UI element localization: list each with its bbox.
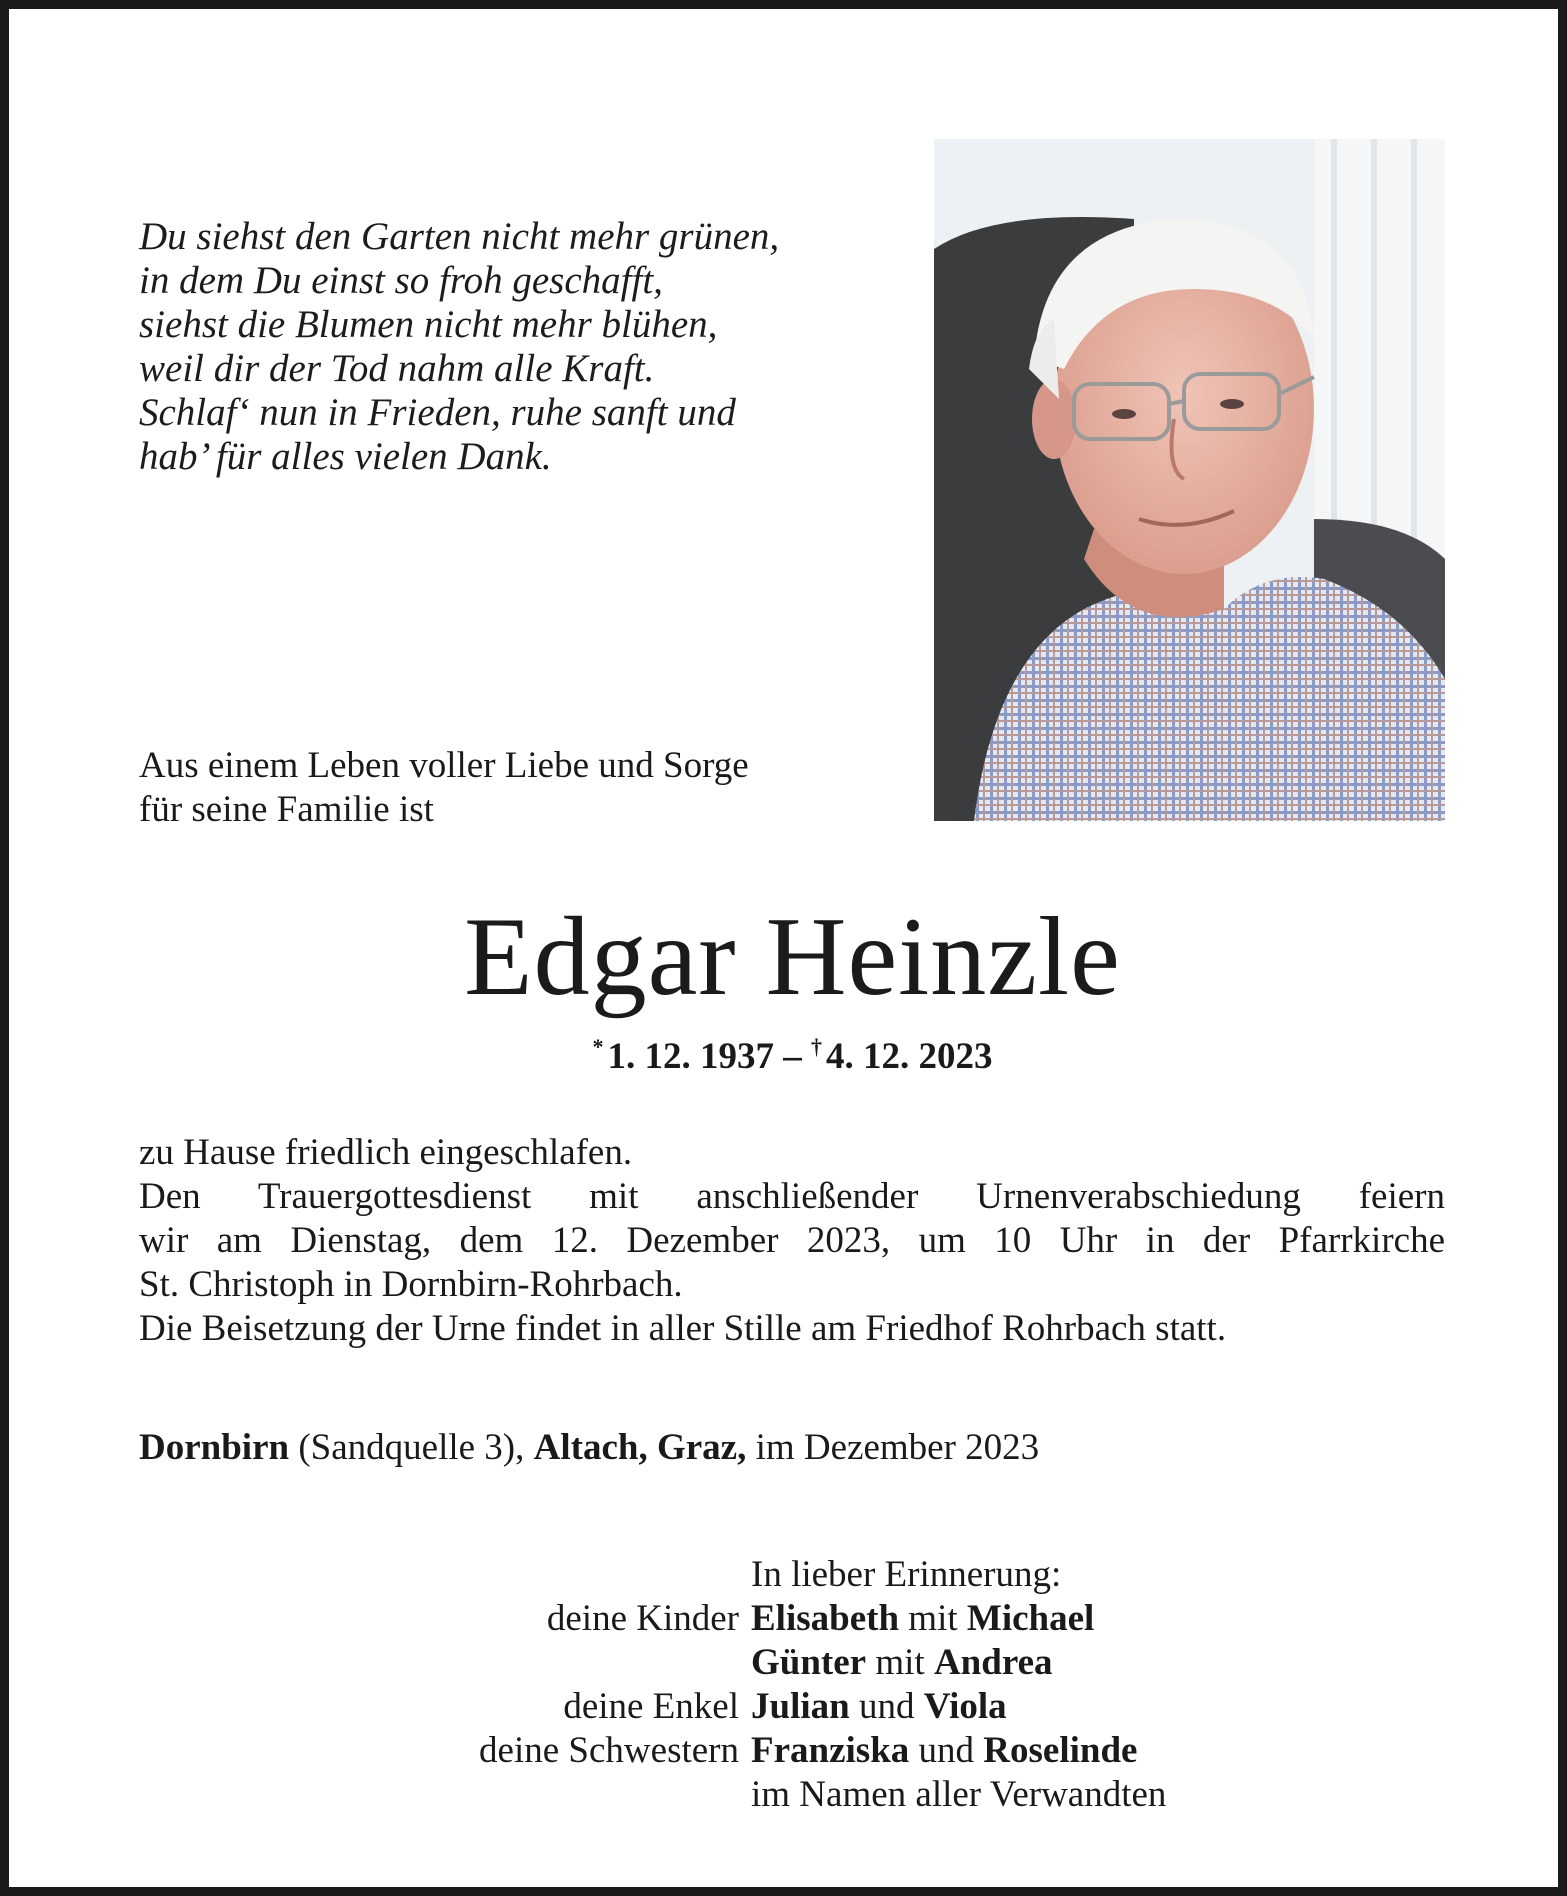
- announcement-line: Die Beisetzung der Urne findet in aller Stille am Friedhof Rohrbach statt.: [139, 1308, 1227, 1349]
- family-row: [309, 1597, 1309, 1641]
- family-member: Viola: [923, 1686, 1007, 1727]
- poem-line: weil dir der Tod nahm alle Kraft.: [139, 347, 655, 390]
- portrait-illustration: [934, 139, 1445, 821]
- poem-line: in dem Du einst so froh geschafft,: [139, 259, 663, 302]
- family-row: [309, 1773, 1309, 1817]
- intro-line: Aus einem Leben voller Liebe und Sorge: [139, 745, 749, 786]
- announcement-line: zu Hause friedlich eingeschlafen.: [139, 1132, 633, 1173]
- mourners-heading-row: [309, 1553, 1309, 1597]
- family-member: Franziska: [751, 1730, 910, 1771]
- place-and-date: [139, 1426, 1039, 1470]
- family-row: [309, 1729, 1309, 1773]
- announcement-line: Den Trauergottesdienst mit anschließender Urnenverabschiedung feiern: [139, 1176, 1445, 1217]
- connector: mit: [866, 1642, 934, 1683]
- deceased-name: Edgar Heinzle: [464, 895, 1121, 1019]
- family-row: [309, 1685, 1309, 1729]
- family-member: Andrea: [933, 1642, 1053, 1683]
- family-member: Günter: [751, 1642, 867, 1683]
- death-date: 4. 12. 2023: [826, 1036, 993, 1077]
- poem-line: Schlaf‘ nun in Frieden, ruhe sanft und: [139, 391, 736, 434]
- poem-line: hab’ für alles vielen Dank.: [139, 435, 552, 478]
- family-row: [309, 1641, 1309, 1685]
- memorial-poem: [139, 215, 859, 479]
- poem-line: Du siehst den Garten nicht mehr grünen,: [139, 215, 780, 258]
- intro-text: [139, 744, 749, 832]
- family-member: Roselinde: [983, 1730, 1138, 1771]
- announcement-line: wir am Dienstag, dem 12. Dezember 2023, um 10 Uhr in der Pfarrkirche: [139, 1220, 1445, 1261]
- funeral-announcement: [139, 1131, 1445, 1351]
- connector: und: [909, 1730, 984, 1771]
- date-separator: –: [774, 1036, 811, 1077]
- relation-label: deine Schwestern: [479, 1730, 739, 1771]
- announcement-line: St. Christoph in Dornbirn-Rohrbach.: [139, 1264, 683, 1305]
- family-member: Michael: [966, 1598, 1095, 1639]
- life-dates: [9, 1025, 1567, 1079]
- relation-label: deine Enkel: [563, 1686, 739, 1727]
- relation-label: deine Kinder: [546, 1598, 739, 1639]
- death-symbol: †: [811, 1034, 822, 1059]
- mourners-list: [309, 1553, 1309, 1817]
- connector: und: [849, 1686, 924, 1727]
- connector: mit: [899, 1598, 967, 1639]
- place-town: Dornbirn: [139, 1427, 290, 1468]
- portrait-photo: [934, 139, 1445, 821]
- poem-line: siehst die Blumen nicht mehr blühen,: [139, 303, 718, 346]
- closing-line: im Namen aller Verwandten: [751, 1774, 1167, 1815]
- place-address: (Sandquelle 3),: [289, 1427, 534, 1468]
- place-towns: Altach, Graz,: [533, 1427, 747, 1468]
- mourners-heading: In lieber Erinnerung:: [751, 1554, 1062, 1595]
- family-member: Elisabeth: [751, 1598, 900, 1639]
- birth-date: 1. 12. 1937: [607, 1036, 774, 1077]
- intro-line: für seine Familie ist: [139, 789, 434, 830]
- place-date: im Dezember 2023: [746, 1427, 1040, 1468]
- birth-symbol: *: [592, 1034, 604, 1059]
- family-member: Julian: [751, 1686, 850, 1727]
